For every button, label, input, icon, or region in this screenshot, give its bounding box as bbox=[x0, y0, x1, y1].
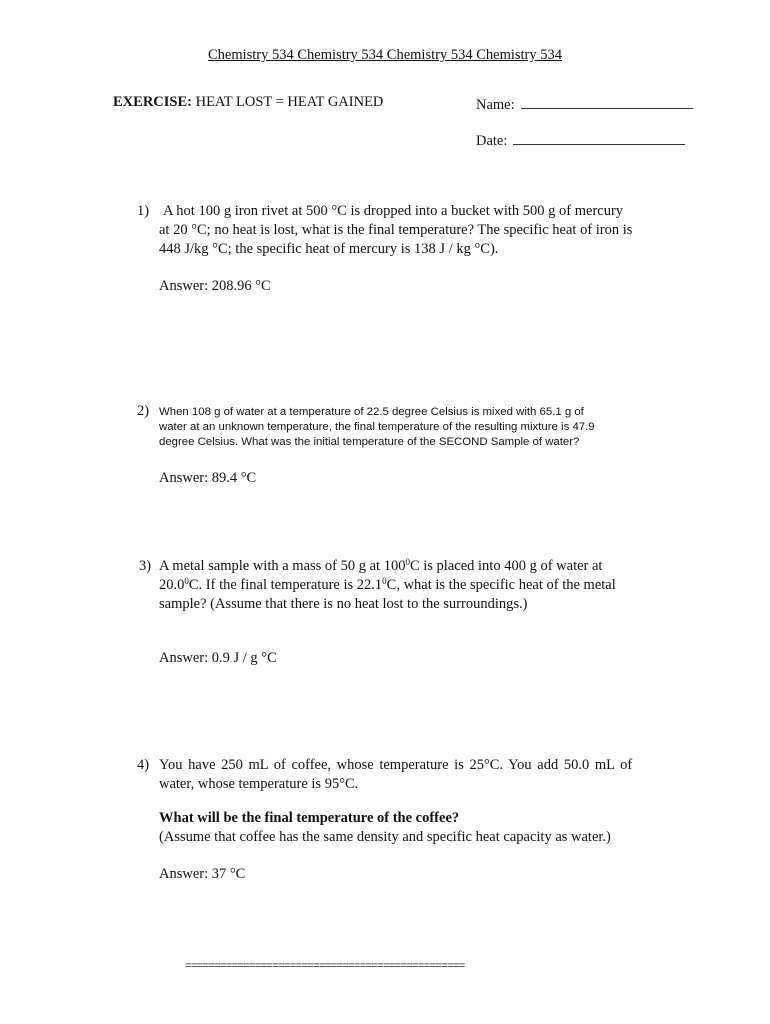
question-3-line-3: sample? (Assume that there is no heat lost to the surroundings.) bbox=[159, 596, 528, 612]
question-1-answer: Answer: 208.96 °C bbox=[159, 278, 271, 294]
exercise-label: EXERCISE: bbox=[113, 94, 192, 110]
question-1-line-3: 448 J/kg °C; the specific heat of mercury is 138 J / kg °C). bbox=[159, 241, 499, 257]
question-4-note: (Assume that coffee has the same density and specific heat capacity as water.) bbox=[159, 829, 611, 845]
date-label: Date: bbox=[476, 133, 508, 149]
question-4-line-2: water, whose temperature is 95°C. bbox=[159, 776, 359, 792]
question-1-line-2: at 20 °C; no heat is lost, what is the final temperature? The specific heat of iron is bbox=[159, 222, 633, 238]
date-field[interactable] bbox=[476, 130, 685, 150]
name-line[interactable] bbox=[521, 94, 693, 109]
question-3-line-2: 20.0$^0$C. If the final temperature is 22.1$^0$C, what is the specific heat of the metal bbox=[159, 576, 616, 593]
question-3-number: 3) bbox=[139, 558, 152, 574]
name-label: Name: bbox=[476, 97, 515, 113]
question-4-line-1: You have 250 mL of coffee, whose temperature is 25°C. You add 50.0 mL of bbox=[159, 757, 633, 773]
question-2-number: 2) bbox=[137, 403, 150, 419]
date-line[interactable] bbox=[513, 130, 685, 145]
page-header bbox=[0, 47, 770, 64]
exercise-title: HEAT LOST = HEAT GAINED bbox=[195, 94, 384, 110]
question-1-line-1: A hot 100 g iron rivet at 500 °C is dropped into a bucket with 500 g of mercury bbox=[163, 203, 624, 219]
footer-rule: ================================================ bbox=[185, 960, 465, 972]
question-3-answer: Answer: 0.9 J / g °C bbox=[159, 650, 277, 666]
exercise-heading bbox=[113, 94, 383, 111]
header-title: Chemistry 534 Chemistry 534 Chemistry 534 Chemistry 534 bbox=[207, 47, 563, 63]
question-2-line-1: When 108 g of water at a temperature of 22.5 degree Celsius is mixed with 65.1 g of bbox=[159, 406, 584, 418]
question-4-number: 4) bbox=[137, 757, 150, 773]
question-2-line-2: water at an unknown temperature, the final temperature of the resulting mixture is 47.9 bbox=[159, 421, 595, 433]
name-field[interactable] bbox=[476, 94, 693, 114]
question-1-number: 1) bbox=[137, 203, 150, 219]
question-2-answer: Answer: 89.4 °C bbox=[159, 470, 257, 486]
question-4-bold-question: What will be the final temperature of the coffee? bbox=[159, 810, 460, 826]
question-3-line-1: A metal sample with a mass of 50 g at $100^0C$ is placed into 400 g of water at bbox=[159, 557, 603, 574]
question-2-line-3: degree Celsius. What was the initial temperature of the SECOND Sample of water? bbox=[159, 436, 580, 448]
question-4-answer: Answer: 37 °C bbox=[159, 866, 246, 882]
